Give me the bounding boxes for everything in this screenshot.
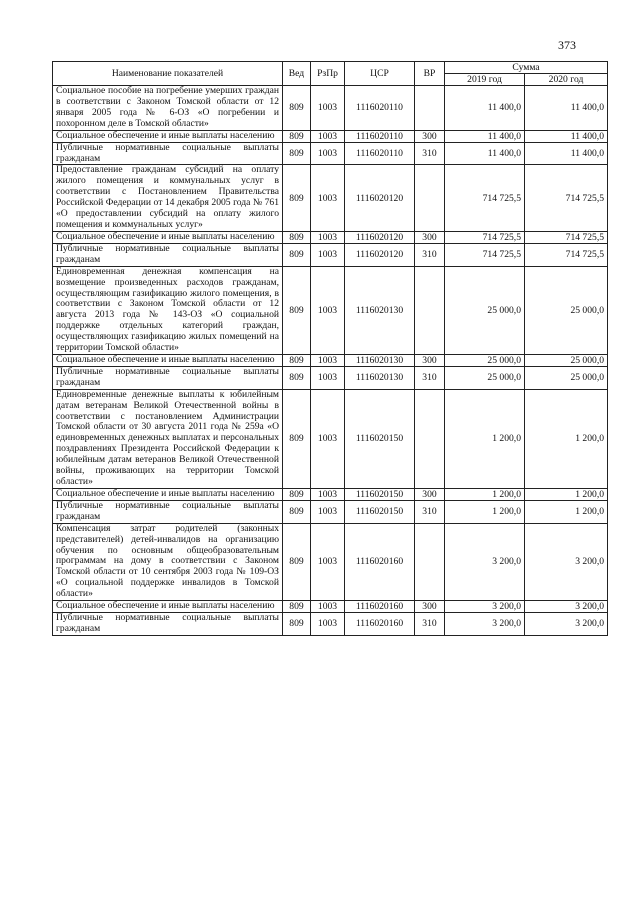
row-ved: 809	[283, 488, 311, 500]
row-ved: 809	[283, 601, 311, 613]
row-csr: 1116020160	[345, 601, 415, 613]
row-rzpr: 1003	[311, 354, 345, 366]
row-rzpr: 1003	[311, 243, 345, 266]
row-name: Публичные нормативные социальные выплаты гражданам	[53, 613, 283, 636]
row-name: Публичные нормативные социальные выплаты гражданам	[53, 366, 283, 389]
row-amount-2020: 3 200,0	[525, 613, 608, 636]
row-rzpr: 1003	[311, 389, 345, 488]
table-row	[53, 366, 608, 389]
row-vr: 310	[415, 366, 445, 389]
row-ved: 809	[283, 231, 311, 243]
row-rzpr: 1003	[311, 130, 345, 142]
row-vr: 310	[415, 243, 445, 266]
header-vr: ВР	[415, 62, 445, 86]
row-csr: 1116020120	[345, 243, 415, 266]
row-csr: 1116020130	[345, 366, 415, 389]
row-ved: 809	[283, 354, 311, 366]
row-rzpr: 1003	[311, 86, 345, 131]
row-ved: 809	[283, 86, 311, 131]
row-vr: 300	[415, 601, 445, 613]
row-name: Социальное обеспечение и иные выплаты населению	[53, 488, 283, 500]
header-sum: Сумма	[445, 62, 608, 74]
row-name: Социальное обеспечение и иные выплаты населению	[53, 231, 283, 243]
row-rzpr: 1003	[311, 601, 345, 613]
row-amount-2020: 11 400,0	[525, 130, 608, 142]
row-amount-2020: 3 200,0	[525, 523, 608, 600]
row-csr: 1116020150	[345, 389, 415, 488]
row-vr: 300	[415, 488, 445, 500]
row-amount-2019: 11 400,0	[445, 130, 525, 142]
row-ved: 809	[283, 389, 311, 488]
row-vr	[415, 165, 445, 231]
row-ved: 809	[283, 500, 311, 523]
row-vr: 310	[415, 142, 445, 165]
row-csr: 1116020130	[345, 266, 415, 354]
row-amount-2019: 11 400,0	[445, 86, 525, 131]
table-row	[53, 613, 608, 636]
row-amount-2020: 714 725,5	[525, 165, 608, 231]
row-ved: 809	[283, 243, 311, 266]
row-amount-2019: 11 400,0	[445, 142, 525, 165]
row-name: Публичные нормативные социальные выплаты гражданам	[53, 142, 283, 165]
row-ved: 809	[283, 366, 311, 389]
page-number: 373	[558, 38, 576, 52]
header-csr: ЦСР	[345, 62, 415, 86]
header-ved: Вед	[283, 62, 311, 86]
table-row	[53, 86, 608, 131]
row-name: Социальное пособие на погребение умерших граждан в соответствии с Законом Томской области от 12 января 2005 года № 6-ОЗ «О погребении и похоронном деле в Томской области»	[53, 86, 283, 131]
row-ved: 809	[283, 130, 311, 142]
row-vr: 300	[415, 231, 445, 243]
row-amount-2019: 3 200,0	[445, 601, 525, 613]
row-amount-2020: 3 200,0	[525, 601, 608, 613]
row-csr: 1116020150	[345, 500, 415, 523]
row-name: Публичные нормативные социальные выплаты гражданам	[53, 500, 283, 523]
table-row	[53, 243, 608, 266]
table-row	[53, 488, 608, 500]
row-amount-2020: 11 400,0	[525, 142, 608, 165]
row-vr: 300	[415, 130, 445, 142]
table-row	[53, 266, 608, 354]
row-csr: 1116020150	[345, 488, 415, 500]
row-rzpr: 1003	[311, 488, 345, 500]
row-ved: 809	[283, 523, 311, 600]
row-rzpr: 1003	[311, 613, 345, 636]
row-ved: 809	[283, 165, 311, 231]
row-ved: 809	[283, 266, 311, 354]
row-amount-2019: 714 725,5	[445, 231, 525, 243]
row-amount-2019: 25 000,0	[445, 266, 525, 354]
row-amount-2020: 25 000,0	[525, 266, 608, 354]
budget-table	[52, 61, 608, 636]
row-rzpr: 1003	[311, 366, 345, 389]
row-vr: 310	[415, 613, 445, 636]
row-amount-2020: 714 725,5	[525, 231, 608, 243]
row-csr: 1116020120	[345, 231, 415, 243]
row-name: Компенсация затрат родителей (законных представителей) детей-инвалидов на организацию обучения по основным общеобразовательным программам на дому в соответствии с Законом Томской области от 10 сентября 2003 года № 109-ОЗ «О социальной поддержке инвалидов в Томской области»	[53, 523, 283, 600]
row-ved: 809	[283, 142, 311, 165]
row-csr: 1116020130	[345, 354, 415, 366]
row-amount-2019: 1 200,0	[445, 389, 525, 488]
row-amount-2020: 1 200,0	[525, 389, 608, 488]
table-row	[53, 354, 608, 366]
row-rzpr: 1003	[311, 231, 345, 243]
row-csr: 1116020110	[345, 130, 415, 142]
row-vr	[415, 389, 445, 488]
row-vr: 310	[415, 500, 445, 523]
row-amount-2020: 25 000,0	[525, 366, 608, 389]
table-row	[53, 165, 608, 231]
table-row	[53, 500, 608, 523]
table-header	[53, 62, 608, 86]
row-amount-2020: 11 400,0	[525, 86, 608, 131]
row-csr: 1116020160	[345, 523, 415, 600]
row-name: Единовременная денежная компенсация на возмещение произведенных расходов гражданам, осуществляющим газификацию жилого помещения, в соответствии с Законом Томской области от 12 августа 2013 года № 143-ОЗ «О социальной поддержке отдельных категорий граждан, осуществляющих газификацию жилых помещений на территории Томской области»	[53, 266, 283, 354]
row-amount-2020: 1 200,0	[525, 488, 608, 500]
row-rzpr: 1003	[311, 500, 345, 523]
table-row	[53, 231, 608, 243]
table-row	[53, 523, 608, 600]
row-name: Социальное обеспечение и иные выплаты населению	[53, 354, 283, 366]
row-csr: 1116020110	[345, 142, 415, 165]
row-vr	[415, 523, 445, 600]
table-row	[53, 142, 608, 165]
row-amount-2020: 25 000,0	[525, 354, 608, 366]
row-amount-2019: 3 200,0	[445, 613, 525, 636]
row-csr: 1116020110	[345, 86, 415, 131]
row-rzpr: 1003	[311, 266, 345, 354]
row-rzpr: 1003	[311, 142, 345, 165]
row-rzpr: 1003	[311, 523, 345, 600]
row-csr: 1116020160	[345, 613, 415, 636]
row-amount-2019: 714 725,5	[445, 165, 525, 231]
row-name: Публичные нормативные социальные выплаты гражданам	[53, 243, 283, 266]
row-vr	[415, 266, 445, 354]
table-row	[53, 601, 608, 613]
row-vr: 300	[415, 354, 445, 366]
row-amount-2020: 1 200,0	[525, 500, 608, 523]
row-name: Предоставление гражданам субсидий на оплату жилого помещения и коммунальных услуг в соответствии с Постановлением Правительства Российской Федерации от 14 декабря 2005 года № 761 «О предоставлении субсидий на оплату жилого помещения и коммунальных услуг»	[53, 165, 283, 231]
row-name: Единовременные денежные выплаты к юбилейным датам ветеранам Великой Отечественной войны в соответствии с постановлением Администрации Томской области от 30 августа 2011 года № 259а «О единовременных денежных выплатах и персональных поздравлениях Президента Российской Федерации к юбилейным датам ветеранов Великой Отечественной войны, проживающих на территории Томской области»	[53, 389, 283, 488]
row-rzpr: 1003	[311, 165, 345, 231]
row-amount-2019: 714 725,5	[445, 243, 525, 266]
row-vr	[415, 86, 445, 131]
row-amount-2019: 1 200,0	[445, 488, 525, 500]
row-name: Социальное обеспечение и иные выплаты населению	[53, 130, 283, 142]
table-body	[53, 86, 608, 636]
row-amount-2019: 25 000,0	[445, 354, 525, 366]
table-row	[53, 389, 608, 488]
row-csr: 1116020120	[345, 165, 415, 231]
row-amount-2019: 3 200,0	[445, 523, 525, 600]
row-ved: 809	[283, 613, 311, 636]
row-amount-2020: 714 725,5	[525, 243, 608, 266]
header-name: Наименование показателей	[53, 62, 283, 86]
row-amount-2019: 25 000,0	[445, 366, 525, 389]
row-name: Социальное обеспечение и иные выплаты населению	[53, 601, 283, 613]
header-year-2019: 2019 год	[445, 74, 525, 86]
row-amount-2019: 1 200,0	[445, 500, 525, 523]
header-rzpr: РзПр	[311, 62, 345, 86]
table-row	[53, 130, 608, 142]
header-year-2020: 2020 год	[525, 74, 608, 86]
